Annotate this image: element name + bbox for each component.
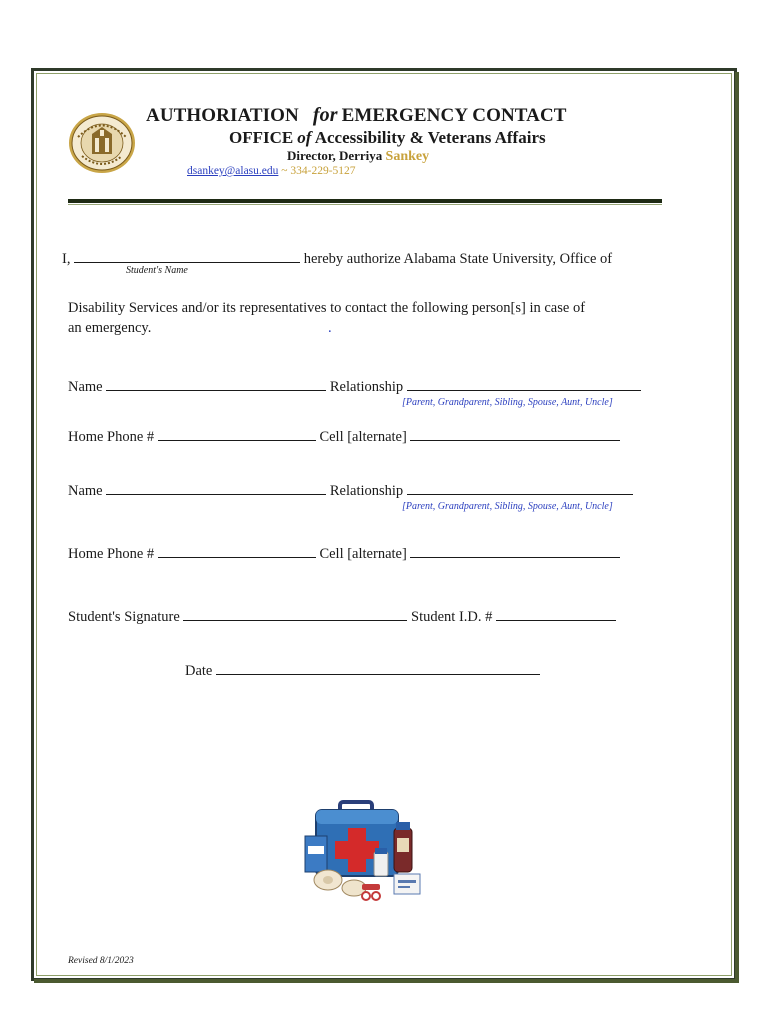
header-divider <box>68 199 662 203</box>
university-seal-icon <box>68 112 136 174</box>
office-prefix: OFFICE <box>229 128 294 147</box>
date-field[interactable] <box>216 662 540 675</box>
director-surname: Sankey <box>385 149 430 164</box>
title-main: AUTHORIATION <box>146 105 299 126</box>
contact-line <box>187 165 356 177</box>
date-label: Date <box>185 663 213 679</box>
student-id-field[interactable] <box>496 608 616 621</box>
authorization-paragraph-1: Disability Services and/or its representatives to contact the following person[s] in case of <box>68 300 586 316</box>
border-shadow-bottom <box>34 979 739 983</box>
office-rest: Accessibility & Veterans Affairs <box>314 128 546 147</box>
contact1-home-phone-field[interactable] <box>158 428 316 441</box>
contact1-home-phone-label: Home Phone # <box>68 429 155 445</box>
contact2-cell-field[interactable] <box>410 545 620 558</box>
phone-number: ~ 334-229-5127 <box>278 165 356 177</box>
student-id-label: Student I.D. # <box>411 609 493 625</box>
contact1-cell-label: Cell [alternate] <box>319 429 407 445</box>
contact1-cell-field[interactable] <box>410 428 620 441</box>
contact1-relationship-hint: [Parent, Grandparent, Sibling, Spouse, Aunt, Uncle] <box>402 397 613 408</box>
student-name-hint: Student's Name <box>126 265 188 276</box>
revised-date: Revised 8/1/2023 <box>68 956 134 966</box>
contact2-relationship-label: Relationship <box>329 483 404 499</box>
first-aid-kit-icon <box>302 800 422 904</box>
office-of: of <box>297 128 312 147</box>
contact2-relationship-field[interactable] <box>407 482 633 495</box>
authorization-paragraph-2: an emergency. <box>68 320 152 336</box>
contact1-name-row <box>68 378 641 396</box>
title-rest: EMERGENCY CONTACT <box>341 105 567 126</box>
contact1-relationship-label: Relationship <box>329 379 404 395</box>
authorization-prefix: I, <box>62 251 71 267</box>
contact1-name-field[interactable] <box>106 378 326 391</box>
border-shadow-right <box>735 72 739 983</box>
email-link[interactable]: dsankey@alasu.edu <box>187 165 279 177</box>
signature-field[interactable] <box>183 608 407 621</box>
contact2-cell-label: Cell [alternate] <box>319 546 407 562</box>
contact2-phone-row <box>68 545 620 563</box>
contact2-relationship-hint: [Parent, Grandparent, Sibling, Spouse, Aunt, Uncle] <box>402 501 613 512</box>
signature-row <box>68 608 616 626</box>
date-row <box>185 662 540 680</box>
authorization-suffix: hereby authorize Alabama State University, Office of <box>303 251 613 267</box>
header-divider-thin <box>68 204 662 205</box>
director-line <box>287 148 429 165</box>
contact1-name-label: Name <box>68 379 103 395</box>
contact2-name-row <box>68 482 633 500</box>
contact2-home-phone-field[interactable] <box>158 545 316 558</box>
title-for: for <box>312 104 338 126</box>
contact2-name-label: Name <box>68 483 103 499</box>
office-name <box>229 128 546 148</box>
contact1-relationship-field[interactable] <box>407 378 641 391</box>
signature-label: Student's Signature <box>68 609 180 625</box>
contact2-name-field[interactable] <box>106 482 326 495</box>
stray-period: . <box>328 320 332 336</box>
form-title <box>146 104 567 127</box>
contact2-home-phone-label: Home Phone # <box>68 546 155 562</box>
contact1-phone-row <box>68 428 620 446</box>
student-name-field[interactable] <box>74 250 300 263</box>
director-prefix: Director, Derriya <box>287 148 383 163</box>
